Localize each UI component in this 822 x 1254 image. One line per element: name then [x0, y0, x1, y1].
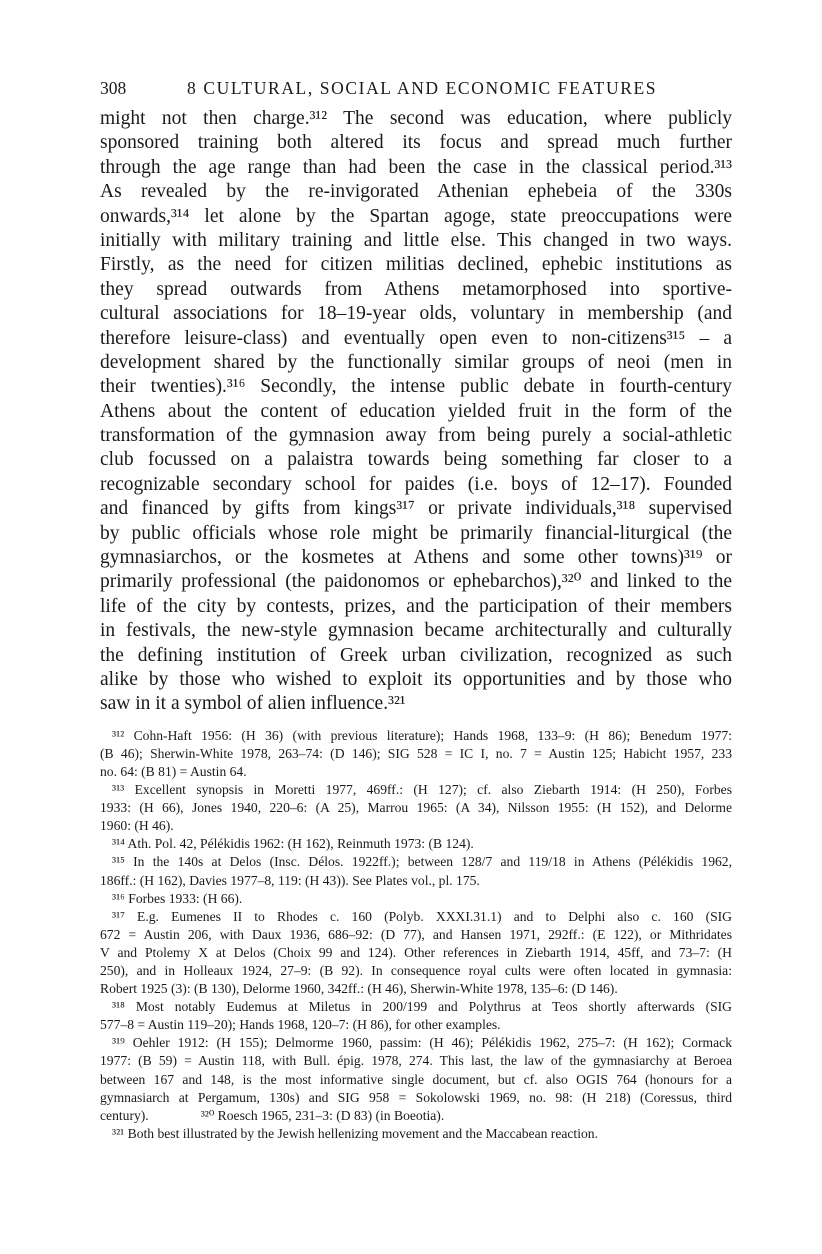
footnote-line: (B 46); Sherwin-White 1978, 263–74: (D 146); SIG 528 = IC I, no. 7 = Austin 125; Habicht 1957, 233: [100, 745, 732, 761]
body-line: therefore leisure-class) and eventually open even to non-citizens³¹⁵ – a: [100, 327, 732, 349]
footnote-line: ³¹⁷ E.g. Eumenes II to Rhodes c. 160 (Polyb. XXXI.31.1) and to Delphi also c. 160 (SIG: [112, 908, 732, 924]
body-line: As revealed by the re-invigorated Athenian ephebeia of the 330s: [100, 181, 732, 203]
body-line: and financed by gifts from kings³¹⁷ or private individuals,³¹⁸ supervised: [100, 498, 732, 520]
footnote-line: 250), and in Holleaux 1924, 27–9: (B 92). In consequence royal cults were often located in gymnasia:: [100, 962, 732, 978]
footnote-line: ³¹² Cohn-Haft 1956: (H 36) (with previous literature); Hands 1968, 133–9: (H 86); Benedum 1977:: [112, 727, 732, 743]
body-line: alike by those who wished to exploit its opportunities and by those who: [100, 668, 732, 690]
footnote-line: 1933: (H 66), Jones 1940, 220–6: (A 25), Marrou 1965: (A 34), Nilsson 1955: (H 152), and Delorme: [100, 800, 732, 816]
footnote-line: ³¹⁵ In the 140s at Delos (Insc. Délos. 1922ff.); between 128/7 and 119/18 in Athens (Pélékidis 1962,: [112, 854, 732, 870]
body-line: cultural associations for 18–19-year olds, voluntary in membership (and: [100, 303, 732, 325]
footnote-line: no. 64: (B 81) = Austin 64.: [100, 763, 247, 779]
body-line: recognizable secondary school for paides (i.e. boys of 12–17). Founded: [100, 473, 732, 495]
body-line: sponsored training both altered its focus and spread much further: [100, 132, 732, 154]
book-page: [100, 76, 732, 1143]
body-line: by public officials whose role might be primarily financial-liturgical (the: [100, 522, 732, 544]
footnote-line: ³¹⁸ Most notably Eudemus at Miletus in 200/199 and Polythrus at Teos shortly afterwards (SIG: [112, 999, 732, 1015]
footnote-line: Robert 1925 (3): (B 130), Delorme 1960, 342ff.: (H 46), Sherwin-White 1978, 135–6: (D 146).: [100, 981, 618, 997]
footnote-line: ³¹⁴ Ath. Pol. 42, Pélékidis 1962: (H 162), Reinmuth 1973: (B 124).: [112, 836, 474, 852]
body-line: life of the city by contests, prizes, and the participation of their members: [100, 595, 732, 617]
body-line: saw in it a symbol of alien influence.³²¹: [100, 693, 406, 715]
body-line: the defining institution of Greek urban civilization, recognized as such: [100, 644, 732, 666]
footnote-line: V and Ptolemy X at Delos (Choix 99 and 124). Other references in Ziebarth 1914, 45ff, and 73–7: (H: [100, 944, 732, 960]
body-line: Athens about the content of education yielded fruit in the form of the: [100, 400, 732, 422]
footnote-line: between 167 and 148, is the most informative single document, but cf. also OGIS 764 (honours for a: [100, 1071, 732, 1087]
footnotes: [100, 727, 732, 1143]
body-line: onwards,³¹⁴ let alone by the Spartan agoge, state preoccupations were: [100, 205, 732, 227]
body-line: initially with military training and little else. This changed in two ways.: [100, 229, 732, 251]
body-line: transformation of the gymnasion away from being purely a social-athletic: [100, 425, 732, 447]
body-line: club focussed on a palaistra towards being something far closer to a: [100, 449, 732, 471]
main-text: [100, 107, 732, 717]
body-line: through the age range than had been the case in the classical period.³¹³: [100, 156, 732, 178]
running-title: 8 CULTURAL, SOCIAL AND ECONOMIC FEATURES: [187, 78, 658, 98]
footnote-text: ³²⁰ Roesch 1965, 231–3: (D 83) (in Boeotia).: [200, 1107, 445, 1123]
footnote-line: 1977: (B 59) = Austin 118, with Bull. épig. 1978, 274. This last, the law of the gymnasiarchy at Beroea: [100, 1053, 732, 1069]
body-line: their twenties).³¹⁶ Secondly, the intense public debate in fourth-century: [100, 376, 732, 398]
footnote-line: [100, 1107, 732, 1125]
body-line: Firstly, as the need for citizen militias declined, ephebic institutions as: [100, 254, 732, 276]
body-line: they spread outwards from Athens metamorphosed into sportive-: [100, 278, 732, 300]
footnote-line: ³¹³ Excellent synopsis in Moretti 1977, 469ff.: (H 127); cf. also Ziebarth 1914: (H 250), Forbes: [112, 782, 732, 798]
footnote-line: 672 = Austin 206, with Daux 1936, 686–92: (D 77), and Hansen 1971, 292ff.: (E 122), or Mithridates: [100, 926, 732, 942]
footnote-text: century).: [100, 1107, 149, 1123]
footnote-line: ³¹⁶ Forbes 1933: (H 66).: [112, 890, 243, 906]
page-number: 308: [100, 78, 127, 98]
body-line: might not then charge.³¹² The second was education, where publicly: [100, 108, 732, 129]
footnote-line: 186ff.: (H 162), Davies 1977–8, 119: (H 43)). See Plates vol., pl. 175.: [100, 872, 480, 888]
footnote-line: 1960: (H 46).: [100, 818, 174, 834]
footnote-line: gymnasiarch at Pergamum, 130s) and SIG 958 = Sokolowski 1969, no. 98: (H 218) (Coressus, third: [100, 1089, 732, 1105]
footnote-line: ³¹⁹ Oehler 1912: (H 155); Delmorme 1960, passim: (H 46); Pélékidis 1962, 275–7: (H 162); Cormack: [112, 1035, 732, 1051]
body-line: gymnasiarchos, or the kosmetes at Athens and some other towns)³¹⁹ or: [100, 547, 732, 569]
footnote-line: 577–8 = Austin 119–20); Hands 1968, 120–7: (H 86), for other examples.: [100, 1017, 501, 1033]
running-header: [100, 76, 732, 102]
body-line: in festivals, the new-style gymnasion became architecturally and culturally: [100, 620, 732, 642]
body-line: primarily professional (the paidonomos or ephebarchos),³²⁰ and linked to the: [100, 571, 732, 593]
body-line: development shared by the functionally similar groups of neoi (men in: [100, 351, 732, 373]
footnote-line: ³²¹ Both best illustrated by the Jewish hellenizing movement and the Maccabean reaction.: [112, 1125, 598, 1141]
